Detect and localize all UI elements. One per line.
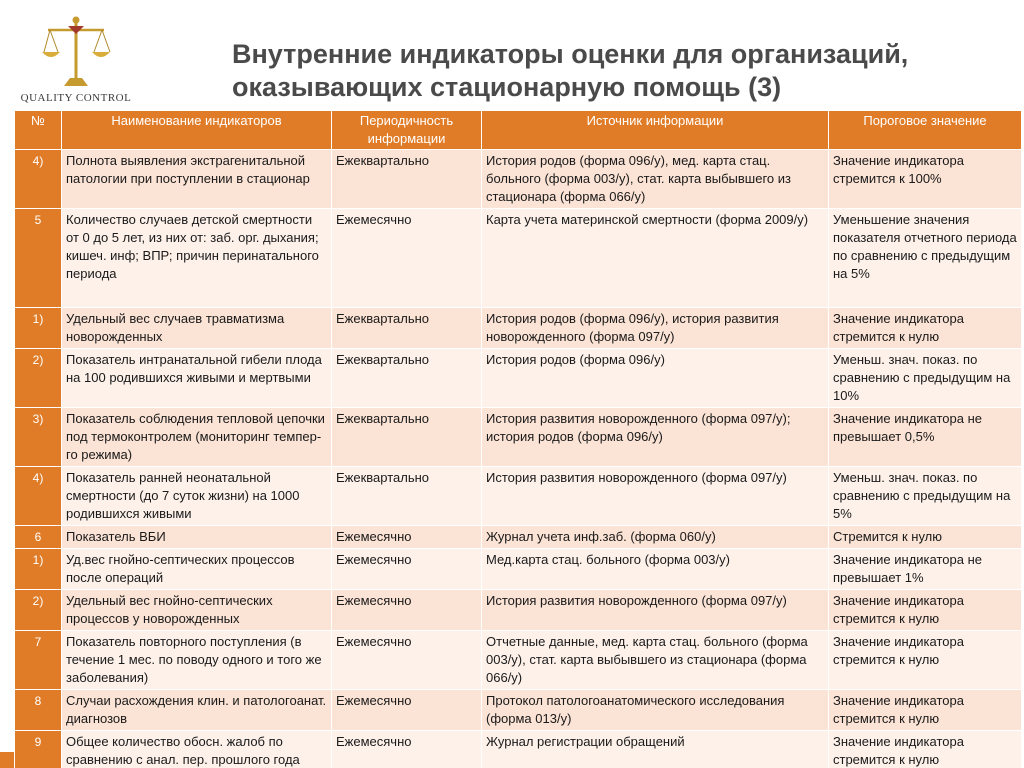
cell-source: Карта учета материнской смертности (форма 2009/у) (482, 209, 829, 308)
cell-threshold: Уменьш. знач. показ. по сравнению с предыдущим на 10% (829, 349, 1022, 408)
cell-periodicity: Ежеквартально (332, 408, 482, 467)
cell-periodicity: Ежемесячно (332, 631, 482, 690)
cell-periodicity: Ежемесячно (332, 209, 482, 308)
cell-indicator-name: Полнота выявления экстрагенитальной патологии при поступлении в стационар (62, 150, 332, 209)
cell-source: Протокол патологоанатомического исследования (форма 013/у) (482, 690, 829, 731)
cell-periodicity: Ежемесячно (332, 690, 482, 731)
cell-indicator-name: Удельный вес случаев травматизма новорожденных (62, 308, 332, 349)
indicators-table-wrap (14, 110, 1021, 768)
table-body (15, 150, 1022, 768)
cell-periodicity: Ежеквартально (332, 349, 482, 408)
cell-source: История родов (форма 096/у), история развития новорожденного (форма 097/у) (482, 308, 829, 349)
table-row (15, 526, 1022, 549)
cell-periodicity: Ежеквартально (332, 150, 482, 209)
cell-threshold: Значение индикатора стремится к нулю (829, 631, 1022, 690)
cell-threshold: Значение индикатора стремится к нулю (829, 590, 1022, 631)
cell-row-number: 5 (15, 209, 62, 308)
cell-source: История развития новорожденного (форма 097/у); история родов (форма 096/у) (482, 408, 829, 467)
cell-source: История родов (форма 096/у), мед. карта стац. больного (форма 003/у), стат. карта выбывшего из стационара (форма 066/у) (482, 150, 829, 209)
table-row (15, 731, 1022, 768)
cell-periodicity: Ежемесячно (332, 526, 482, 549)
cell-periodicity: Ежемесячно (332, 731, 482, 768)
cell-source: Журнал учета инф.заб. (форма 060/у) (482, 526, 829, 549)
cell-indicator-name: Удельный вес гнойно-септических процессов у новорожденных (62, 590, 332, 631)
cell-source: Мед.карта стац. больного (форма 003/у) (482, 549, 829, 590)
table-header-row (15, 111, 1022, 150)
cell-threshold: Значение индикатора не превышает 0,5% (829, 408, 1022, 467)
cell-threshold: Уменьш. знач. показ. по сравнению с предыдущим на 5% (829, 467, 1022, 526)
cell-source: История родов (форма 096/у) (482, 349, 829, 408)
cell-indicator-name: Количество случаев детской смертности от 0 до 5 лет, из них от: заб. орг. дыхания; кишеч. инф; ВПР; причин перинатального периода (62, 209, 332, 308)
cell-row-number: 1) (15, 549, 62, 590)
cell-row-number: 7 (15, 631, 62, 690)
indicators-table (14, 110, 1021, 768)
table-row (15, 549, 1022, 590)
quality-control-logo (18, 12, 134, 108)
table-row (15, 631, 1022, 690)
header-number: № (15, 111, 62, 150)
header-source: Источник информации (482, 111, 829, 150)
cell-row-number: 2) (15, 590, 62, 631)
cell-periodicity: Ежеквартально (332, 467, 482, 526)
cell-row-number: 4) (15, 467, 62, 526)
cell-threshold: Значение индикатора не превышает 1% (829, 549, 1022, 590)
cell-indicator-name: Показатель соблюдения тепловой цепочки под термоконтролем (мониторинг темпер-го режима) (62, 408, 332, 467)
header-indicator-name: Наименование индикаторов (62, 111, 332, 150)
cell-threshold: Значение индикатора стремится к нулю (829, 690, 1022, 731)
cell-row-number: 9 (15, 731, 62, 768)
cell-indicator-name: Показатель ВБИ (62, 526, 332, 549)
cell-row-number: 8 (15, 690, 62, 731)
cell-indicator-name: Уд.вес гнойно-септических процессов после операций (62, 549, 332, 590)
cell-periodicity: Ежемесячно (332, 590, 482, 631)
cell-periodicity: Ежемесячно (332, 549, 482, 590)
cell-row-number: 4) (15, 150, 62, 209)
cell-indicator-name: Показатель интранатальной гибели плода на 100 родившихся живыми и мертвыми (62, 349, 332, 408)
cell-threshold: Уменьшение значения показателя отчетного периода по сравнению с предыдущим на 5% (829, 209, 1022, 308)
table-row (15, 467, 1022, 526)
cell-row-number: 1) (15, 308, 62, 349)
logo-text: QUALITY CONTROL (20, 92, 132, 104)
cell-threshold: Значение индикатора стремится к нулю (829, 731, 1022, 768)
table-row (15, 209, 1022, 308)
cell-row-number: 2) (15, 349, 62, 408)
cell-indicator-name: Случаи расхождения клин. и патологоанат. диагнозов (62, 690, 332, 731)
cell-indicator-name: Показатель повторного поступления (в течение 1 мес. по поводу одного и того же заболевания) (62, 631, 332, 690)
cell-source: Отчетные данные, мед. карта стац. больного (форма 003/у), стат. карта выбывшего из стационара (форма 066/у) (482, 631, 829, 690)
cell-source: Журнал регистрации обращений (482, 731, 829, 768)
cell-row-number: 6 (15, 526, 62, 549)
table-row (15, 408, 1022, 467)
cell-indicator-name: Общее количество обосн. жалоб по сравнению с анал. пер. прошлого года (62, 731, 332, 768)
table-row (15, 150, 1022, 209)
table-row (15, 590, 1022, 631)
scales-icon (40, 14, 112, 90)
cell-source: История развития новорожденного (форма 097/у) (482, 467, 829, 526)
table-row (15, 690, 1022, 731)
decorative-bar (0, 752, 14, 768)
header-periodicity: Периодичность информации (332, 111, 482, 150)
cell-source: История развития новорожденного (форма 097/у) (482, 590, 829, 631)
cell-threshold: Стремится к нулю (829, 526, 1022, 549)
cell-row-number: 3) (15, 408, 62, 467)
table-row (15, 349, 1022, 408)
table-row (15, 308, 1022, 349)
cell-indicator-name: Показатель ранней неонатальной смертности (до 7 суток жизни) на 1000 родившихся живыми (62, 467, 332, 526)
cell-threshold: Значение индикатора стремится к 100% (829, 150, 1022, 209)
cell-threshold: Значение индикатора стремится к нулю (829, 308, 1022, 349)
cell-periodicity: Ежеквартально (332, 308, 482, 349)
page-title: Внутренние индикаторы оценки для организаций, оказывающих стационарную помощь (3) (232, 39, 909, 102)
header-threshold: Пороговое значение (829, 111, 1022, 150)
